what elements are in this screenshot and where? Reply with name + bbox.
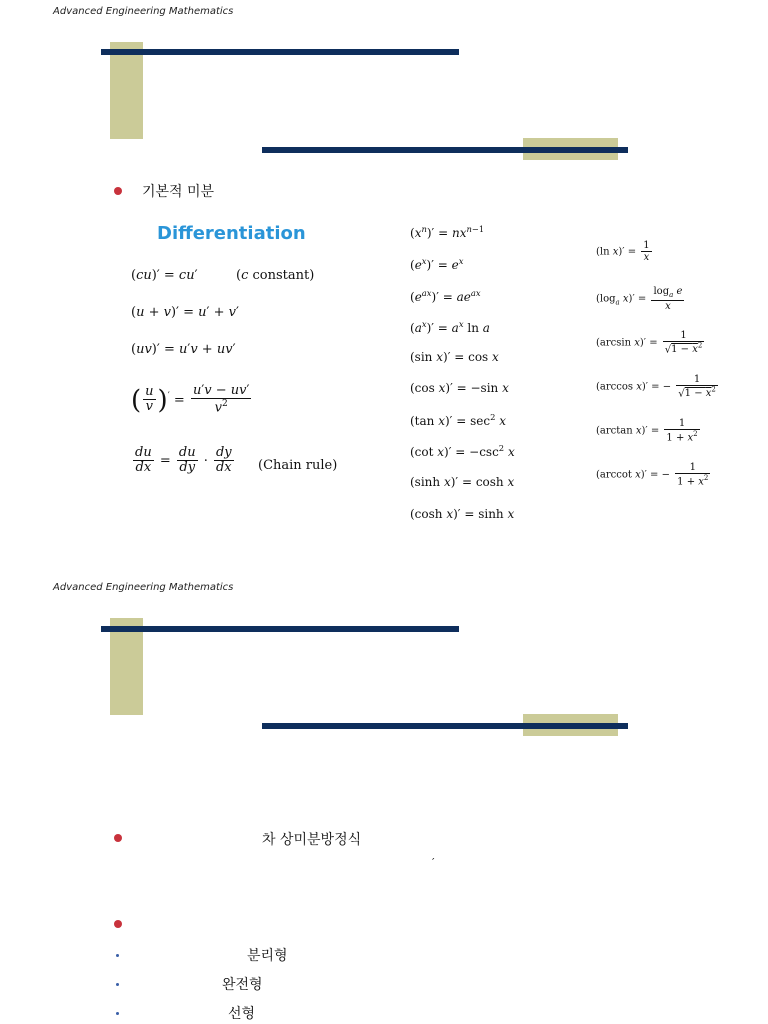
formula-constant-multiple: (cu)′ = cu′ — [131, 268, 198, 283]
bullet-icon-2 — [114, 834, 122, 842]
differentiation-heading: Differentiation — [157, 223, 306, 244]
decor-tan-block-left — [110, 42, 143, 139]
decor-navy-bar-top-2 — [101, 626, 459, 632]
formula-exp-ax: $(e^{ax})' = ae^{ax}$ — [410, 288, 481, 304]
sub-item-separable: 분리형 — [247, 948, 288, 964]
formula-quotient-rule: ( $\frac{u}{v}$ )′ = $\frac{u'v - uv'}{v^2}$ — [131, 383, 250, 416]
formula-sinh: (sinh x)′ = cosh x — [410, 475, 515, 489]
decor-navy-bar-bottom-2 — [262, 723, 628, 729]
formula-arcsin: (arcsin x)′ = $\frac{1}{√1 - x^2}$ — [596, 330, 703, 356]
bullet-text-basic-differentiation: 기본적 미분 — [142, 184, 215, 200]
bullet-text-ode: 차 상미분방정식 — [262, 832, 362, 848]
formula-exp: $(e^x)' = e^x$ — [410, 256, 464, 272]
formula-arccot: (arccot x)′ = − $\frac{1}{1 + x^2}$ — [596, 462, 709, 488]
sub-item-exact: 완전형 — [222, 977, 263, 993]
sub-bullet-icon-2 — [116, 983, 119, 986]
sub-bullet-icon-1 — [116, 954, 119, 957]
formula-cosh: (cosh x)′ = sinh x — [410, 507, 515, 521]
formula-log-a: ($\log_a$ x)′ = $\frac{\log_a e}{x}$ — [596, 286, 683, 312]
formula-tan: (tan $x)' = \sec^2 x$ — [410, 412, 507, 428]
bullet-icon-3 — [114, 920, 122, 928]
decor-navy-bar-top — [101, 49, 459, 55]
prime-mark: ′ — [432, 856, 435, 869]
chain-rule-label: (Chain rule) — [258, 458, 338, 473]
formula-sin: (sin x)′ = cos x — [410, 350, 499, 364]
sub-item-linear: 선형 — [228, 1006, 256, 1022]
formula-constant-note: (c constant) — [236, 268, 315, 283]
formula-a-power-x: $(a^x)' = a^x$ ln a — [410, 319, 490, 335]
formula-chain-rule: $\frac{du}{dx}$ = $\frac{du}{dy}$ · $\frac{dy}{dx}$ — [135, 445, 232, 476]
formula-arctan: (arctan x)′ = $\frac{1}{1 + x^2}$ — [596, 418, 698, 444]
sub-bullet-icon-3 — [116, 1012, 119, 1015]
formula-sum-rule: (u + v)′ = u′ + v′ — [131, 305, 239, 320]
formula-arccos: (arccos x)′ = − $\frac{1}{√1 - x^2}$ — [596, 374, 716, 400]
formula-product-rule: (uv)′ = u′v + uv′ — [131, 342, 236, 357]
formula-cos: (cos x)′ = −sin x — [410, 381, 509, 395]
header-title-2: Advanced Engineering Mathematics — [53, 582, 234, 593]
formula-ln: (ln x)′ = $\frac{1}{x}$ — [596, 240, 650, 263]
formula-power: $(x^n)' = nx^{n-1}$ — [410, 224, 485, 240]
formula-cot: (cot $x)' = -\csc^2$ x — [410, 443, 515, 459]
bullet-icon — [114, 187, 122, 195]
decor-tan-block-left-2 — [110, 618, 143, 715]
header-title: Advanced Engineering Mathematics — [53, 6, 234, 17]
decor-navy-bar-bottom — [262, 147, 628, 153]
